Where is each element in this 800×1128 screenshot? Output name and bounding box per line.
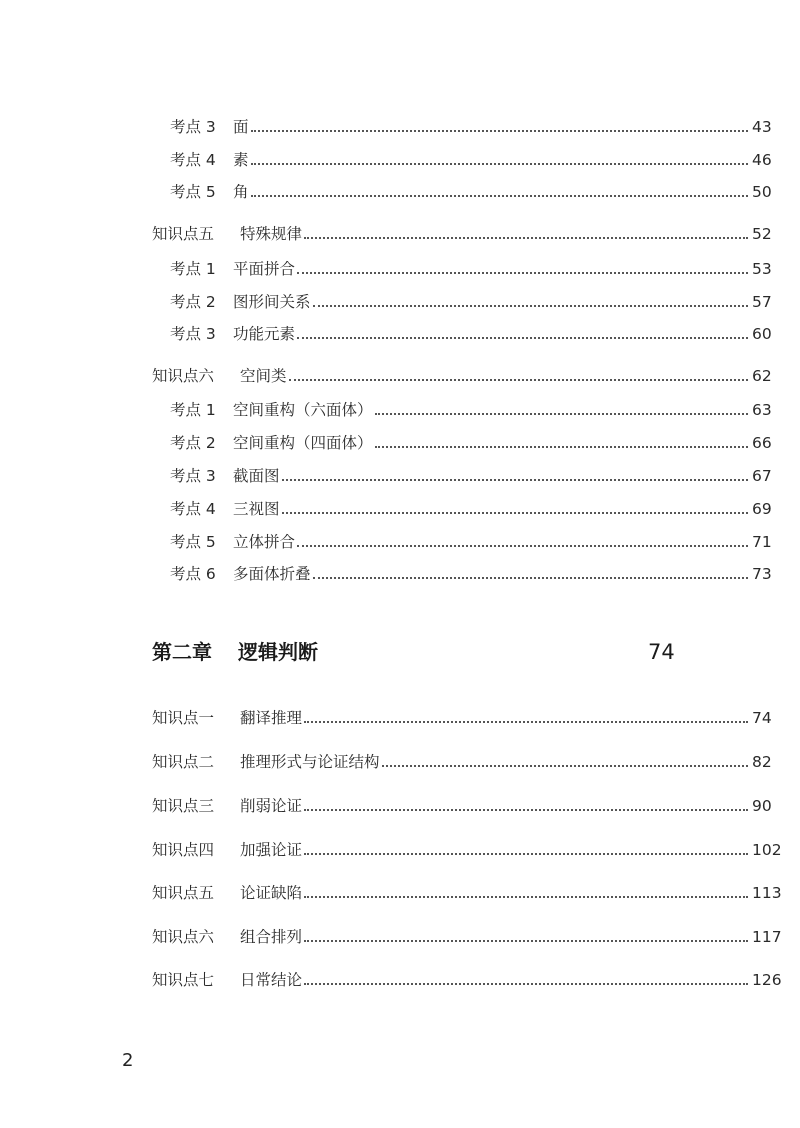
toc-entry-title: 日常结论 <box>240 971 303 989</box>
toc-entry-label: 知识点七 <box>152 971 215 989</box>
toc-entry-page: 82 <box>752 753 772 771</box>
toc-entry-page: 73 <box>752 565 772 583</box>
toc-entry-title: 平面拼合 <box>233 260 296 278</box>
dot-leader <box>304 940 748 942</box>
toc-entry-title: 立体拼合 <box>233 533 296 551</box>
dot-leader <box>282 512 748 514</box>
dot-leader <box>297 545 748 547</box>
toc-entry-page: 46 <box>752 151 772 169</box>
dot-leader <box>297 272 748 274</box>
toc-entry[interactable] <box>0 532 800 552</box>
toc-entry-page: 50 <box>752 183 772 201</box>
toc-entry[interactable] <box>0 400 800 420</box>
toc-entry-label: 知识点六 <box>152 928 215 946</box>
toc-entry-page: 52 <box>752 225 772 243</box>
dot-leader <box>382 765 748 767</box>
toc-entry-page: 63 <box>752 401 772 419</box>
toc-entry-page: 69 <box>752 500 772 518</box>
toc-entry-page: 43 <box>752 118 772 136</box>
dot-leader <box>251 195 748 197</box>
dot-leader <box>304 896 748 898</box>
toc-entry-label: 考点 5 <box>170 183 216 201</box>
toc-entry[interactable] <box>0 182 800 202</box>
toc-entry-title: 三视图 <box>233 500 280 518</box>
toc-entry-page: 62 <box>752 367 772 385</box>
toc-entry-title: 空间类 <box>240 367 287 385</box>
toc-entry-page: 117 <box>752 928 782 946</box>
toc-entry-label: 考点 6 <box>170 565 216 583</box>
toc-entry-title: 截面图 <box>233 467 280 485</box>
toc-entry-label: 考点 3 <box>170 467 216 485</box>
dot-leader <box>289 379 748 381</box>
chapter-page: 74 <box>648 640 675 664</box>
toc-entry-page: 113 <box>752 884 782 902</box>
toc-entry-label: 考点 4 <box>170 500 216 518</box>
dot-leader <box>304 237 748 239</box>
toc-entry[interactable] <box>0 927 800 947</box>
toc-entry[interactable] <box>0 466 800 486</box>
toc-entry-page: 60 <box>752 325 772 343</box>
toc-entry-label: 知识点五 <box>152 225 215 243</box>
dot-leader <box>282 479 748 481</box>
toc-entry[interactable] <box>0 883 800 903</box>
toc-entry[interactable] <box>0 564 800 584</box>
toc-entry-title: 翻译推理 <box>240 709 303 727</box>
toc-entry-title: 组合排列 <box>240 928 303 946</box>
toc-entry-title: 论证缺陷 <box>240 884 303 902</box>
dot-leader <box>304 983 748 985</box>
toc-entry[interactable] <box>0 840 800 860</box>
dot-leader <box>251 130 748 132</box>
toc-entry-title: 素 <box>233 151 249 169</box>
page-number: 2 <box>122 1050 134 1071</box>
toc-entry[interactable] <box>0 259 800 279</box>
toc-entry[interactable] <box>0 970 800 990</box>
chapter-number: 第二章 <box>152 640 212 664</box>
dot-leader <box>304 853 748 855</box>
dot-leader <box>251 163 748 165</box>
toc-entry[interactable] <box>0 224 800 244</box>
toc-entry-label: 考点 2 <box>170 434 216 452</box>
toc-entry-page: 66 <box>752 434 772 452</box>
toc-entry[interactable] <box>0 366 800 386</box>
toc-entry-label: 知识点一 <box>152 709 215 727</box>
toc-entry-label: 考点 4 <box>170 151 216 169</box>
toc-entry-title: 空间重构（六面体） <box>233 401 373 419</box>
toc-entry[interactable] <box>0 150 800 170</box>
toc-entry-title: 角 <box>233 183 249 201</box>
toc-entry-label: 知识点二 <box>152 753 215 771</box>
toc-entry-label: 知识点四 <box>152 841 215 859</box>
toc-entry-label: 考点 2 <box>170 293 216 311</box>
toc-entry-page: 67 <box>752 467 772 485</box>
toc-entry-page: 57 <box>752 293 772 311</box>
toc-entry-label: 知识点六 <box>152 367 215 385</box>
toc-entry-title: 削弱论证 <box>240 797 303 815</box>
toc-entry[interactable] <box>0 499 800 519</box>
toc-entry-label: 考点 3 <box>170 118 216 136</box>
dot-leader <box>375 446 748 448</box>
dot-leader <box>304 721 748 723</box>
toc-entry[interactable] <box>0 708 800 728</box>
toc-entry[interactable] <box>0 324 800 344</box>
chapter-title: 逻辑判断 <box>238 640 318 664</box>
dot-leader <box>304 809 748 811</box>
toc-entry[interactable] <box>0 117 800 137</box>
toc-entry-page: 53 <box>752 260 772 278</box>
toc-entry[interactable] <box>0 292 800 312</box>
toc-entry[interactable] <box>0 752 800 772</box>
toc-entry-label: 知识点三 <box>152 797 215 815</box>
toc-entry-title: 功能元素 <box>233 325 296 343</box>
toc-entry-label: 考点 1 <box>170 260 216 278</box>
toc-entry-page: 71 <box>752 533 772 551</box>
dot-leader <box>313 305 748 307</box>
toc-entry[interactable] <box>0 433 800 453</box>
toc-entry-title: 面 <box>233 118 249 136</box>
dot-leader <box>313 577 748 579</box>
toc-entry-title: 推理形式与论证结构 <box>240 753 380 771</box>
toc-entry-label: 考点 1 <box>170 401 216 419</box>
toc-entry-title: 特殊规律 <box>240 225 303 243</box>
toc-entry-title: 加强论证 <box>240 841 303 859</box>
dot-leader <box>297 337 748 339</box>
dot-leader <box>375 413 748 415</box>
toc-entry-title: 多面体折叠 <box>233 565 311 583</box>
toc-entry[interactable] <box>0 796 800 816</box>
toc-entry-page: 90 <box>752 797 772 815</box>
toc-entry-title: 空间重构（四面体） <box>233 434 373 452</box>
toc-entry-label: 考点 5 <box>170 533 216 551</box>
toc-entry-page: 126 <box>752 971 782 989</box>
toc-entry-title: 图形间关系 <box>233 293 311 311</box>
toc-entry-page: 102 <box>752 841 782 859</box>
toc-entry-page: 74 <box>752 709 772 727</box>
toc-entry-label: 考点 3 <box>170 325 216 343</box>
toc-entry-label: 知识点五 <box>152 884 215 902</box>
